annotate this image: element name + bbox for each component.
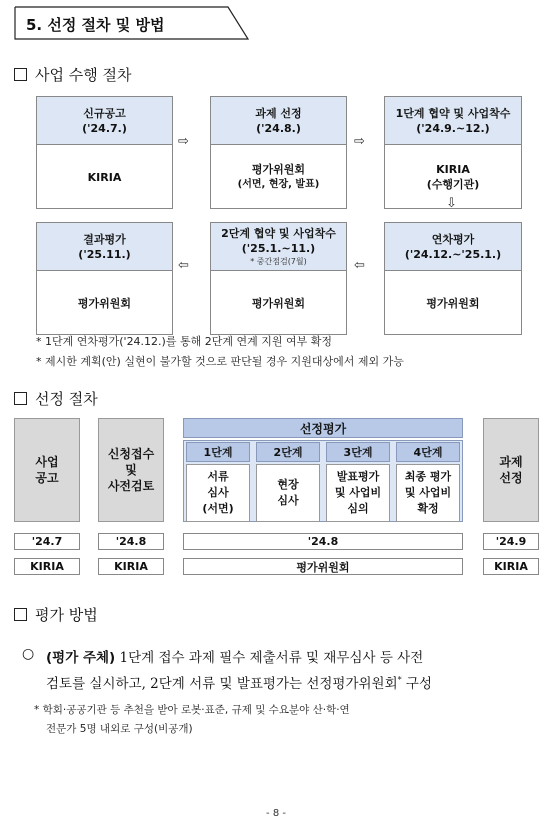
org-cell: 평가위원회 — [183, 558, 463, 575]
process-box-5: 2단계 협약 및 사업착수 ('25.1.~11.) * 중간점검(7월) 평가위원회 — [210, 222, 347, 335]
checkbox-icon — [14, 68, 27, 81]
process-box-2: 과제 선정 ('24.8.) 평가위원회 (서면, 현장, 발표) — [210, 96, 347, 209]
date-cell: '24.8 — [183, 533, 463, 550]
section2-title: 선정 절차 — [14, 388, 98, 409]
date-cell: '24.8 — [98, 533, 164, 550]
section1-title: 사업 수행 절차 — [14, 64, 131, 85]
org-cell: KIRIA — [483, 558, 539, 575]
stage-4: 4단계 최종 평가 및 사업비 확정 — [396, 442, 460, 524]
page-number: - 8 - — [266, 808, 286, 819]
paragraph-line-1: (평가 주체) 1단계 접수 과제 필수 제출서류 및 재무심사 등 사전 — [46, 650, 424, 666]
section3-title: 평가 방법 — [14, 604, 98, 625]
stage-2: 2단계 현장 심사 — [256, 442, 320, 524]
arrow-right-icon: ⇨ — [178, 134, 189, 149]
announce-box: 사업 공고 — [14, 418, 80, 522]
date-cell: '24.9 — [483, 533, 539, 550]
footnote-line-2: 전문가 5명 내외로 구성(비공개) — [46, 723, 193, 735]
checkbox-icon — [14, 392, 27, 405]
date-cell: '24.7 — [14, 533, 80, 550]
org-cell: KIRIA — [98, 558, 164, 575]
process-box-4: 연차평가 ('24.12.~'25.1.) 평가위원회 — [384, 222, 522, 335]
review-box: 신청접수 및 사전검토 — [98, 418, 164, 522]
arrow-left-icon: ⇦ — [178, 258, 189, 273]
note-line-1: * 1단계 연차평가('24.12.)를 통해 2단계 연계 지원 여부 확정 — [36, 335, 332, 348]
stage-1: 1단계 서류 심사 (서면) — [186, 442, 250, 524]
section-heading — [14, 6, 250, 40]
selection-box: 과제 선정 — [483, 418, 539, 522]
arrow-right-icon: ⇨ — [354, 134, 365, 149]
org-cell: KIRIA — [14, 558, 80, 575]
process-box-6: 결과평가 ('25.11.) 평가위원회 — [36, 222, 173, 335]
process-box-3: 1단계 협약 및 사업착수 ('24.9.~12.) KIRIA (수행기관) — [384, 96, 522, 209]
footnote-line-1: * 학회·공공기관 등 추천을 받아 로봇·표준, 규제 및 수요분야 산·학·연 — [34, 704, 350, 716]
note-line-2: * 제시한 계획(안) 실현이 불가할 것으로 판단될 경우 지원대상에서 제외 가능 — [36, 355, 404, 368]
paragraph-line-2: 검토를 실시하고, 2단계 서류 및 발표평가는 선정평가위원회* 구성 — [46, 675, 432, 692]
checkbox-icon — [14, 608, 27, 621]
eval-title: 선정평가 — [183, 418, 463, 438]
arrow-down-icon: ⇩ — [446, 196, 457, 211]
arrow-left-icon: ⇦ — [354, 258, 365, 273]
process-box-1: 신규공고 ('24.7.) KIRIA — [36, 96, 173, 209]
stage-3: 3단계 발표평가 및 사업비 심의 — [326, 442, 390, 524]
section-heading-text: 5. 선정 절차 및 방법 — [26, 16, 165, 34]
bullet-icon: ○ — [22, 646, 35, 662]
